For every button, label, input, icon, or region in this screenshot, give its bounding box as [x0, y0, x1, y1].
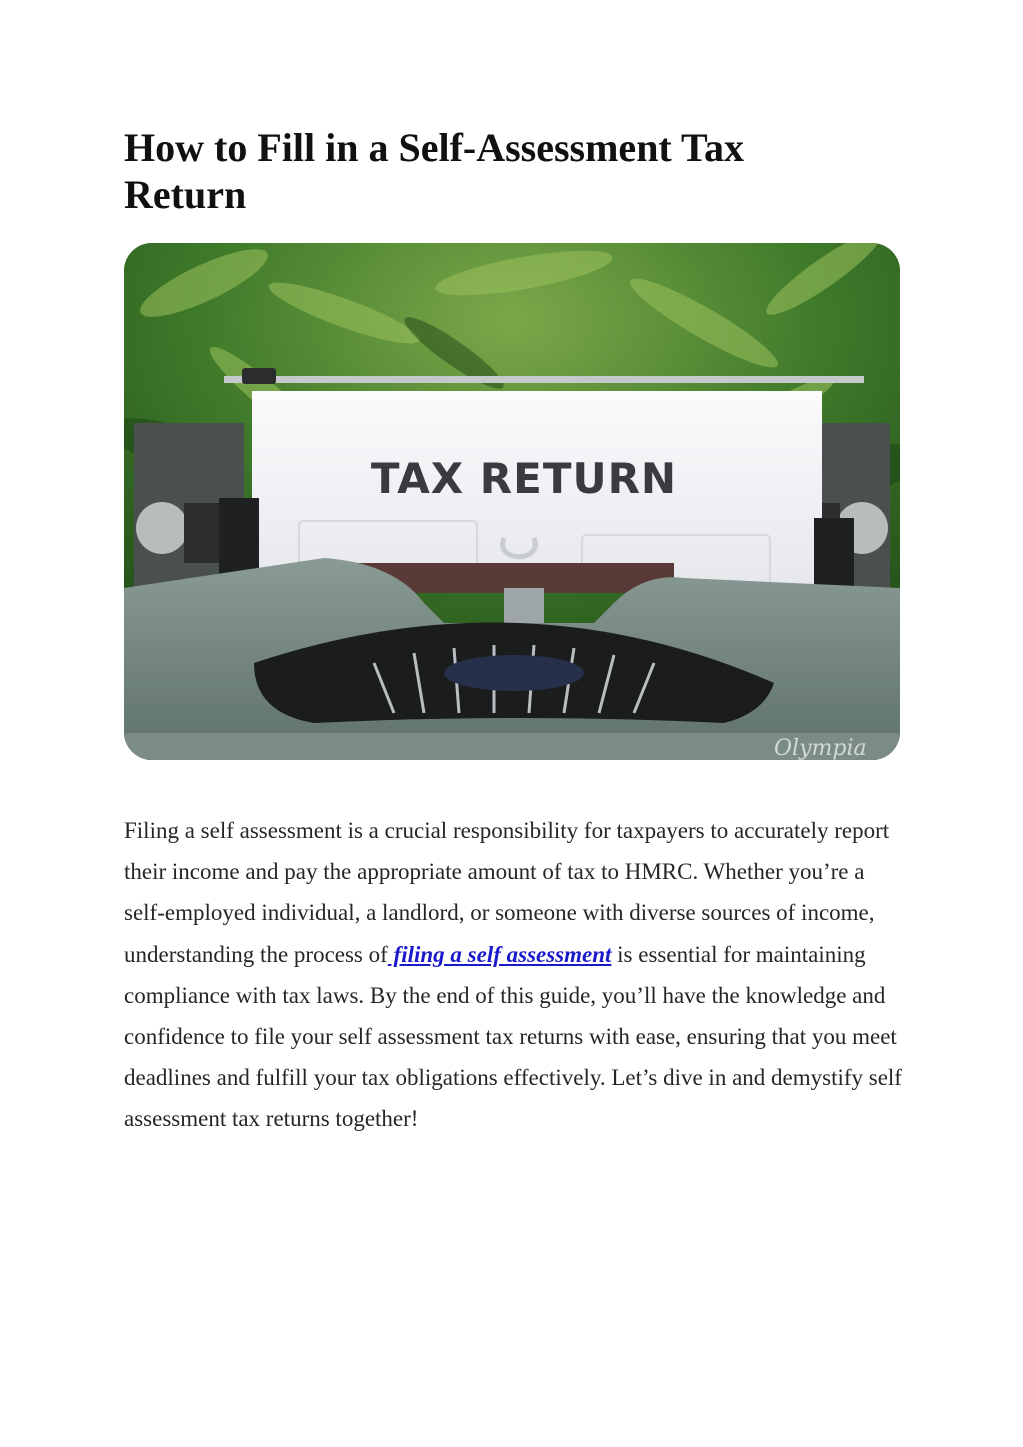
hero-image	[124, 243, 900, 760]
page-title: How to Fill in a Self-Assessment Tax Return	[124, 125, 745, 217]
intro-paragraph	[124, 810, 904, 1140]
svg-text:Olympia: Olympia	[774, 736, 867, 760]
typewriter-photo	[124, 243, 900, 760]
filing-self-assessment-link[interactable]: filing a self assessment	[387, 941, 612, 967]
paper-text: TAX RETURN	[370, 454, 678, 503]
intro-text-before-link: Filing a self assessment is a crucial responsibility for taxpayers to accurately report their income and pay the appropriate amount of tax to HMRC. Whether you’re a self-employed individual, a landlord, or someone with diverse sources of income, understanding the process of	[124, 818, 890, 967]
intro-text-after-link: is essential for maintaining compliance with tax laws. By the end of this guide, you’ll have the knowledge and confidence to file your self assessment tax returns with ease, ensuring that you meet deadlines and fulfill your tax obligations effectively. Let’s dive in and demystify self assessment tax returns together!	[124, 941, 902, 1132]
